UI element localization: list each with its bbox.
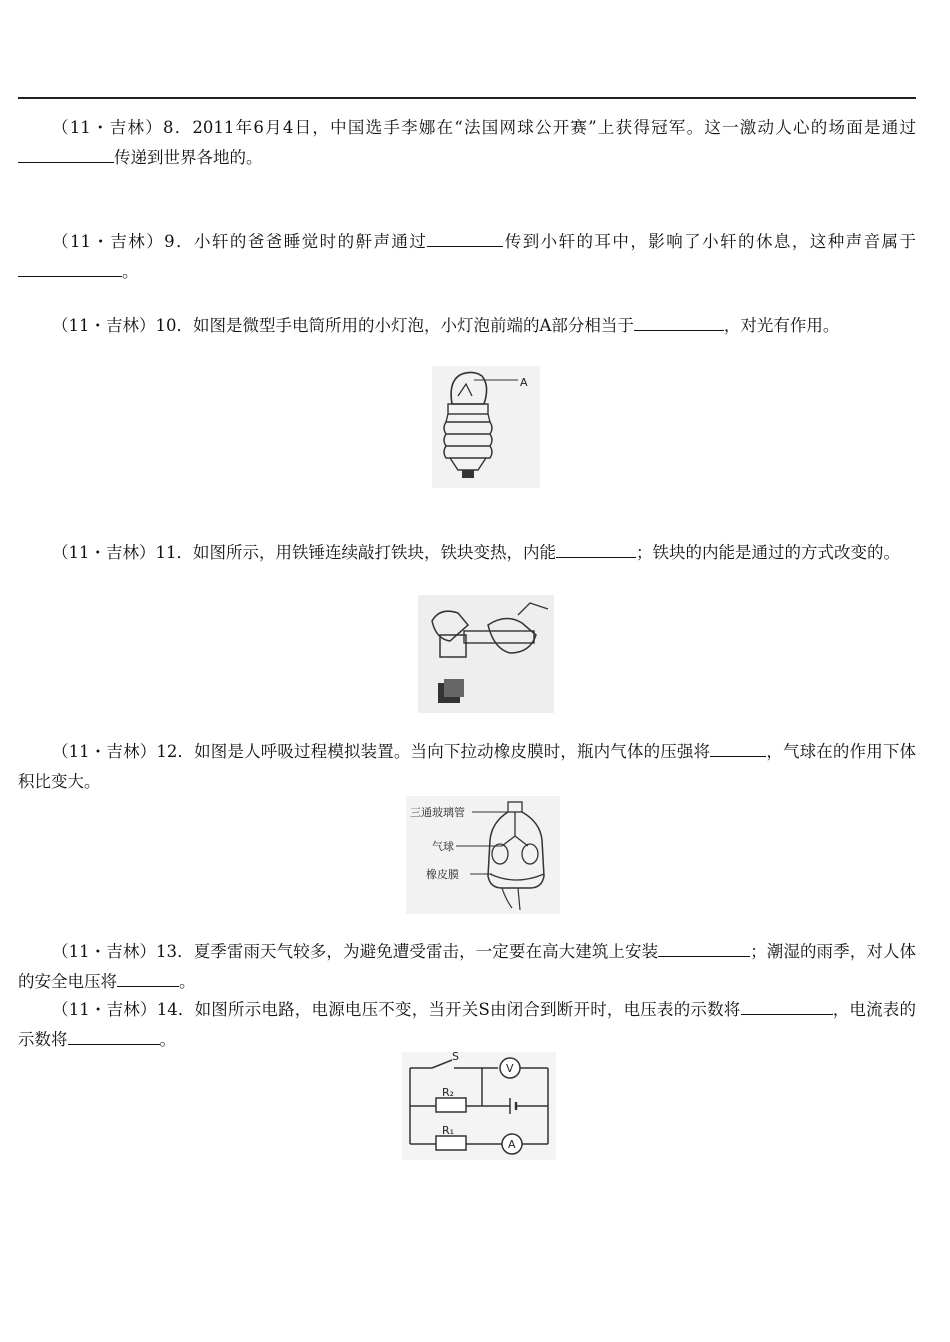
answer-blank[interactable] <box>634 312 724 331</box>
voltmeter-label: V <box>506 1062 514 1075</box>
answer-blank[interactable] <box>18 144 114 163</box>
question-12: （11・吉林）12．如图是人呼吸过程模拟装置。当向下拉动橡皮膜时，瓶内气体的压强将 ，气球在的作用下体积比变大。 <box>18 737 916 797</box>
hammer-figure <box>418 595 554 713</box>
answer-blank[interactable] <box>741 996 833 1015</box>
r2-label: R₂ <box>442 1086 455 1099</box>
label-glass-tube: 三通玻璃管 <box>410 806 465 819</box>
question-11: （11・吉林）11．如图所示，用铁锤连续敲打铁块，铁块变热，内能 ；铁块的内能是通过的方式改变的。 <box>18 538 916 568</box>
answer-blank[interactable] <box>556 539 636 558</box>
answer-blank[interactable] <box>658 938 750 957</box>
label-rubber-membrane: 橡皮膜 <box>426 868 459 881</box>
switch-label: S <box>452 1052 459 1063</box>
breathing-model-figure <box>406 796 560 914</box>
answer-blank[interactable] <box>18 258 122 277</box>
bulb-label-a: A <box>520 376 528 389</box>
question-14: （11・吉林）14．如图所示电路，电源电压不变，当开关S由闭合到断开时，电压表的示数将 ，电流表的示数将 。 <box>18 995 916 1055</box>
label-balloon: 气球 <box>432 840 454 853</box>
circuit-figure <box>402 1052 556 1160</box>
question-9: （11・吉林）9．小轩的爸爸睡觉时的鼾声通过 传到小轩的耳中，影响了小轩的休息，这种声音属于。 <box>18 227 916 287</box>
bulb-figure <box>432 366 540 488</box>
answer-blank[interactable] <box>427 228 503 247</box>
r1-label: R₁ <box>442 1124 455 1137</box>
ammeter-label: A <box>508 1138 516 1151</box>
answer-blank[interactable] <box>117 968 179 987</box>
answer-blank[interactable] <box>710 738 766 757</box>
top-rule <box>18 97 916 99</box>
answer-blank[interactable] <box>68 1026 160 1045</box>
question-13: （11・吉林）13．夏季雷雨天气较多，为避免遭受雷击，一定要在高大建筑上安装 ；潮湿的雨季，对人体的安全电压将 。 <box>18 937 916 997</box>
question-8: （11・吉林）8．2011年6月4日，中国选手李娜在“法国网球公开赛”上获得冠军。这一激动人心的场面是通过传递到世界各地的。 <box>18 113 916 173</box>
question-10: （11・吉林）10．如图是微型手电筒所用的小灯泡，小灯泡前端的A部分相当于 ，对光有作用。 <box>18 311 916 341</box>
